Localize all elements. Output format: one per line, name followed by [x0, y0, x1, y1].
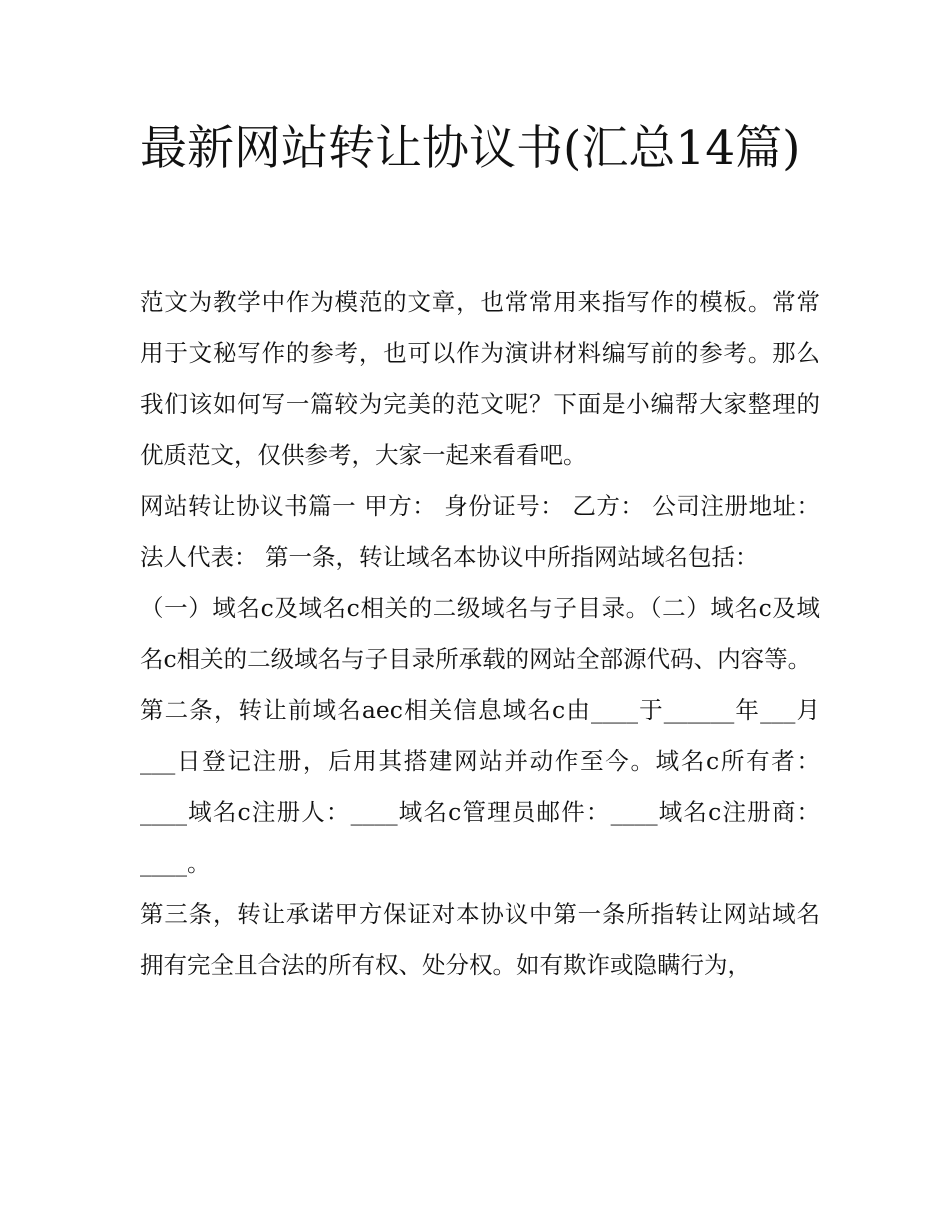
paragraph-article-three: 第三条，转让承诺甲方保证对本协议中第一条所指转让网站域名拥有完全且合法的所有权、处分权。如有欺诈或隐瞒行为， [140, 900, 820, 979]
document-title: 最新网站转让协议书(汇总14篇) [140, 121, 801, 176]
paragraph-parties: 网站转让协议书篇一 甲方： 身份证号： 乙方： 公司注册地址： 法人代表： 第一条，转让域名本协议中所指网站域名包括： [140, 492, 820, 571]
paragraph-intro: 范文为教学中作为模范的文章，也常常用来指写作的模板。常常用于文秘写作的参考，也可以作为演讲材料编写前的参考。那么我们该如何写一篇较为完美的范文呢？下面是小编帮大家整理的优质范文，仅供参考，大家一起来看看吧。 [140, 288, 820, 469]
paragraph-article-two: 第二条，转让前域名aec相关信息域名c由____于______年___月___日登记注册，后用其搭建网站并动作至今。域名c所有者：____域名c注册人：____域名c管理员邮件：____域名c注册商：____。 [140, 696, 820, 877]
document-body [140, 277, 820, 991]
paragraph-domain-scope: （一）域名c及域名c相关的二级域名与子目录。（二）域名c及域名c相关的二级域名与子目录所承载的网站全部源代码、内容等。 [140, 594, 820, 673]
